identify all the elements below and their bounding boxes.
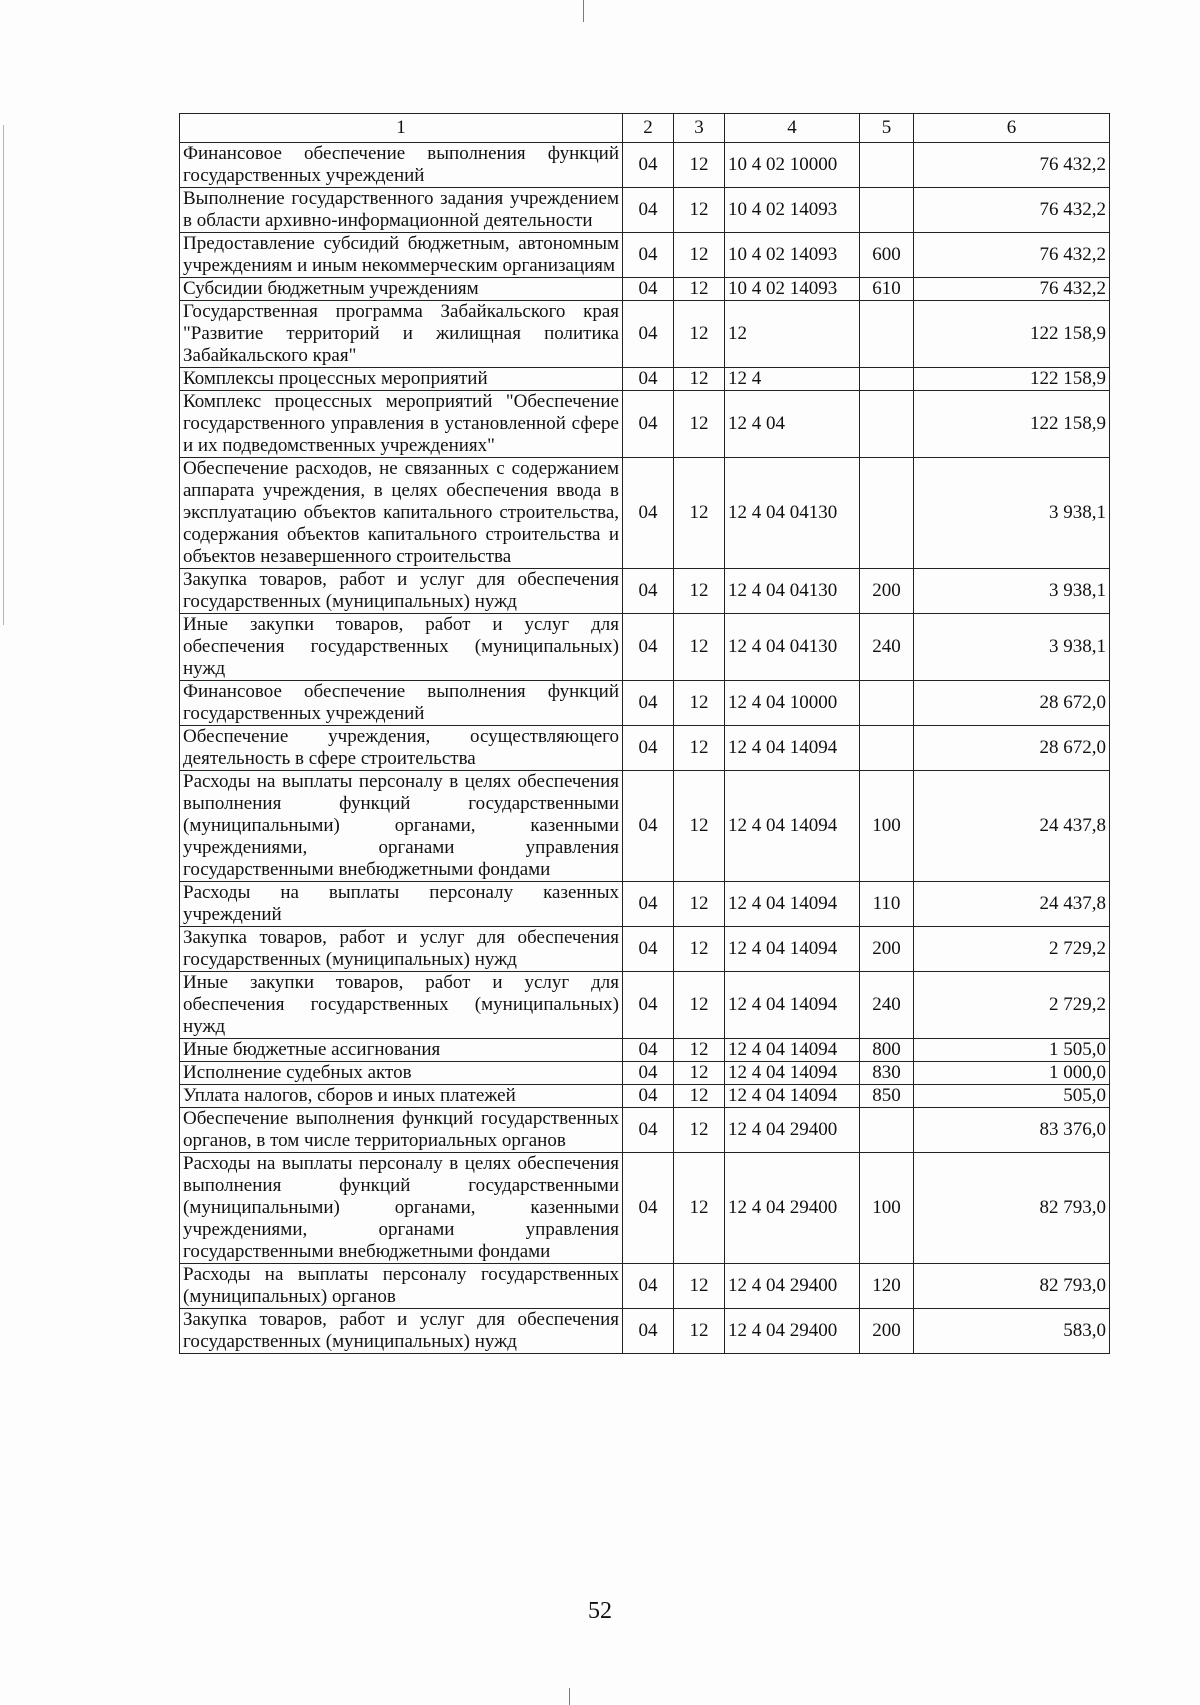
row-expense-type-cell: 100 — [860, 1153, 914, 1264]
row-section-cell: 04 — [623, 972, 674, 1039]
row-expense-type-cell — [860, 188, 914, 233]
row-amount-cell: 505,0 — [914, 1085, 1110, 1108]
row-subsection-cell: 12 — [674, 882, 725, 927]
col-header-6: 6 — [914, 114, 1110, 143]
row-subsection-cell: 12 — [674, 1309, 725, 1354]
row-amount-cell: 76 432,2 — [914, 278, 1110, 301]
budget-table — [179, 113, 1110, 1354]
col-header-4: 4 — [725, 114, 860, 143]
row-name-cell: Расходы на выплаты персоналу государственных (муниципальных) органов — [180, 1264, 623, 1309]
row-target-code-cell: 10 4 02 10000 — [725, 143, 860, 188]
row-target-code-cell: 10 4 02 14093 — [725, 188, 860, 233]
row-target-code-cell: 12 4 04 04130 — [725, 458, 860, 569]
row-target-code-cell: 12 4 04 14094 — [725, 1039, 860, 1062]
row-section-cell: 04 — [623, 368, 674, 391]
row-name-cell: Обеспечение выполнения функций государственных органов, в том числе территориальных органов — [180, 1108, 623, 1153]
row-amount-cell: 583,0 — [914, 1309, 1110, 1354]
row-section-cell: 04 — [623, 1264, 674, 1309]
row-expense-type-cell: 200 — [860, 927, 914, 972]
row-name-cell: Исполнение судебных актов — [180, 1062, 623, 1085]
row-name-cell: Выполнение государственного задания учреждением в области архивно-информационной деятельности — [180, 188, 623, 233]
row-expense-type-cell: 800 — [860, 1039, 914, 1062]
table-row — [180, 1264, 1110, 1309]
row-target-code-cell: 12 4 04 29400 — [725, 1309, 860, 1354]
row-amount-cell: 3 938,1 — [914, 569, 1110, 614]
row-amount-cell: 122 158,9 — [914, 368, 1110, 391]
row-section-cell: 04 — [623, 278, 674, 301]
row-target-code-cell: 12 4 04 14094 — [725, 882, 860, 927]
row-section-cell: 04 — [623, 1039, 674, 1062]
row-expense-type-cell — [860, 458, 914, 569]
row-section-cell: 04 — [623, 1108, 674, 1153]
row-amount-cell: 122 158,9 — [914, 301, 1110, 368]
row-amount-cell: 2 729,2 — [914, 972, 1110, 1039]
row-section-cell: 04 — [623, 569, 674, 614]
row-expense-type-cell — [860, 391, 914, 458]
row-target-code-cell: 12 4 04 — [725, 391, 860, 458]
row-expense-type-cell: 110 — [860, 882, 914, 927]
table-row — [180, 391, 1110, 458]
row-subsection-cell: 12 — [674, 569, 725, 614]
row-section-cell: 04 — [623, 458, 674, 569]
row-amount-cell: 1 505,0 — [914, 1039, 1110, 1062]
row-name-cell: Закупка товаров, работ и услуг для обеспечения государственных (муниципальных) нужд — [180, 927, 623, 972]
row-expense-type-cell — [860, 726, 914, 771]
table-row — [180, 188, 1110, 233]
row-name-cell: Комплексы процессных мероприятий — [180, 368, 623, 391]
row-target-code-cell: 12 4 04 04130 — [725, 614, 860, 681]
row-expense-type-cell — [860, 143, 914, 188]
row-amount-cell: 1 000,0 — [914, 1062, 1110, 1085]
row-expense-type-cell — [860, 368, 914, 391]
table-header-row — [180, 114, 1110, 143]
table-row — [180, 458, 1110, 569]
row-section-cell: 04 — [623, 771, 674, 882]
row-target-code-cell: 12 4 04 29400 — [725, 1153, 860, 1264]
row-subsection-cell: 12 — [674, 972, 725, 1039]
row-section-cell: 04 — [623, 143, 674, 188]
table-row — [180, 143, 1110, 188]
row-name-cell: Финансовое обеспечение выполнения функций государственных учреждений — [180, 143, 623, 188]
row-expense-type-cell: 830 — [860, 1062, 914, 1085]
row-section-cell: 04 — [623, 391, 674, 458]
row-name-cell: Финансовое обеспечение выполнения функций государственных учреждений — [180, 681, 623, 726]
row-amount-cell: 82 793,0 — [914, 1264, 1110, 1309]
row-amount-cell: 83 376,0 — [914, 1108, 1110, 1153]
row-subsection-cell: 12 — [674, 771, 725, 882]
row-section-cell: 04 — [623, 882, 674, 927]
table-row — [180, 301, 1110, 368]
table-row — [180, 1039, 1110, 1062]
row-expense-type-cell: 600 — [860, 233, 914, 278]
row-name-cell: Иные закупки товаров, работ и услуг для обеспечения государственных (муниципальных) нужд — [180, 614, 623, 681]
row-target-code-cell: 12 4 04 14094 — [725, 771, 860, 882]
row-subsection-cell: 12 — [674, 614, 725, 681]
row-amount-cell: 3 938,1 — [914, 458, 1110, 569]
row-amount-cell: 28 672,0 — [914, 726, 1110, 771]
row-expense-type-cell: 120 — [860, 1264, 914, 1309]
row-expense-type-cell: 200 — [860, 1309, 914, 1354]
row-name-cell: Закупка товаров, работ и услуг для обеспечения государственных (муниципальных) нужд — [180, 1309, 623, 1354]
row-section-cell: 04 — [623, 614, 674, 681]
row-target-code-cell: 12 — [725, 301, 860, 368]
table-row — [180, 681, 1110, 726]
row-expense-type-cell: 100 — [860, 771, 914, 882]
row-subsection-cell: 12 — [674, 278, 725, 301]
row-section-cell: 04 — [623, 681, 674, 726]
row-amount-cell: 3 938,1 — [914, 614, 1110, 681]
row-expense-type-cell — [860, 301, 914, 368]
row-expense-type-cell: 240 — [860, 614, 914, 681]
row-section-cell: 04 — [623, 1085, 674, 1108]
row-section-cell: 04 — [623, 301, 674, 368]
table-row — [180, 882, 1110, 927]
row-name-cell: Расходы на выплаты персоналу казенных учреждений — [180, 882, 623, 927]
table-row — [180, 1062, 1110, 1085]
row-name-cell: Обеспечение расходов, не связанных с содержанием аппарата учреждения, в целях обеспечения ввода в эксплуатацию объектов капитального строительства, содержания объектов капитального строительства и объектов незавершенного строительства — [180, 458, 623, 569]
row-section-cell: 04 — [623, 1062, 674, 1085]
row-subsection-cell: 12 — [674, 1264, 725, 1309]
scan-artifact-left — [3, 125, 4, 625]
table-row — [180, 569, 1110, 614]
row-expense-type-cell: 610 — [860, 278, 914, 301]
row-amount-cell: 2 729,2 — [914, 927, 1110, 972]
row-name-cell: Иные закупки товаров, работ и услуг для обеспечения государственных (муниципальных) нужд — [180, 972, 623, 1039]
row-name-cell: Обеспечение учреждения, осуществляющего деятельность в сфере строительства — [180, 726, 623, 771]
table-row — [180, 927, 1110, 972]
row-subsection-cell: 12 — [674, 1062, 725, 1085]
table-row — [180, 368, 1110, 391]
row-target-code-cell: 12 4 04 29400 — [725, 1264, 860, 1309]
scan-artifact-bottom — [569, 1688, 570, 1705]
row-name-cell: Расходы на выплаты персоналу в целях обеспечения выполнения функций государственными (муниципальными) органами, казенными учреждениями, органами управления государственными внебюджетными фондами — [180, 771, 623, 882]
row-target-code-cell: 10 4 02 14093 — [725, 233, 860, 278]
row-subsection-cell: 12 — [674, 1153, 725, 1264]
row-name-cell: Уплата налогов, сборов и иных платежей — [180, 1085, 623, 1108]
row-section-cell: 04 — [623, 1153, 674, 1264]
row-name-cell: Иные бюджетные ассигнования — [180, 1039, 623, 1062]
row-target-code-cell: 12 4 04 04130 — [725, 569, 860, 614]
table-row — [180, 278, 1110, 301]
col-header-5: 5 — [860, 114, 914, 143]
col-header-3: 3 — [674, 114, 725, 143]
row-name-cell: Предоставление субсидий бюджетным, автономным учреждениям и иным некоммерческим организациям — [180, 233, 623, 278]
row-name-cell: Комплекс процессных мероприятий "Обеспечение государственного управления в установленной сфере и их подведомственных учреждениях" — [180, 391, 623, 458]
row-subsection-cell: 12 — [674, 301, 725, 368]
table-body — [180, 143, 1110, 1354]
row-amount-cell: 82 793,0 — [914, 1153, 1110, 1264]
row-amount-cell: 24 437,8 — [914, 771, 1110, 882]
row-section-cell: 04 — [623, 188, 674, 233]
row-amount-cell: 76 432,2 — [914, 143, 1110, 188]
row-name-cell: Расходы на выплаты персоналу в целях обеспечения выполнения функций государственными (муниципальными) органами, казенными учреждениями, органами управления государственными внебюджетными фондами — [180, 1153, 623, 1264]
row-amount-cell: 76 432,2 — [914, 233, 1110, 278]
row-target-code-cell: 12 4 04 10000 — [725, 681, 860, 726]
row-section-cell: 04 — [623, 927, 674, 972]
table-row — [180, 1309, 1110, 1354]
row-subsection-cell: 12 — [674, 143, 725, 188]
row-subsection-cell: 12 — [674, 1039, 725, 1062]
row-target-code-cell: 12 4 04 14094 — [725, 1062, 860, 1085]
table-row — [180, 1153, 1110, 1264]
row-expense-type-cell: 240 — [860, 972, 914, 1039]
row-amount-cell: 122 158,9 — [914, 391, 1110, 458]
row-amount-cell: 24 437,8 — [914, 882, 1110, 927]
row-subsection-cell: 12 — [674, 726, 725, 771]
row-target-code-cell: 12 4 04 29400 — [725, 1108, 860, 1153]
row-subsection-cell: 12 — [674, 1108, 725, 1153]
row-subsection-cell: 12 — [674, 188, 725, 233]
row-section-cell: 04 — [623, 1309, 674, 1354]
row-subsection-cell: 12 — [674, 368, 725, 391]
row-subsection-cell: 12 — [674, 458, 725, 569]
scan-artifact-top — [583, 0, 584, 22]
row-target-code-cell: 12 4 04 14094 — [725, 1085, 860, 1108]
row-target-code-cell: 12 4 04 14094 — [725, 927, 860, 972]
row-section-cell: 04 — [623, 233, 674, 278]
page-number: 52 — [588, 1598, 612, 1624]
table-row — [180, 726, 1110, 771]
row-expense-type-cell — [860, 681, 914, 726]
row-subsection-cell: 12 — [674, 233, 725, 278]
table-row — [180, 233, 1110, 278]
table-row — [180, 1108, 1110, 1153]
row-expense-type-cell — [860, 1108, 914, 1153]
row-subsection-cell: 12 — [674, 391, 725, 458]
row-expense-type-cell: 850 — [860, 1085, 914, 1108]
row-target-code-cell: 12 4 — [725, 368, 860, 391]
row-amount-cell: 76 432,2 — [914, 188, 1110, 233]
table-row — [180, 1085, 1110, 1108]
row-expense-type-cell: 200 — [860, 569, 914, 614]
row-amount-cell: 28 672,0 — [914, 681, 1110, 726]
row-subsection-cell: 12 — [674, 1085, 725, 1108]
row-name-cell: Государственная программа Забайкальского края "Развитие территорий и жилищная политика Забайкальского края" — [180, 301, 623, 368]
row-subsection-cell: 12 — [674, 927, 725, 972]
col-header-2: 2 — [623, 114, 674, 143]
row-subsection-cell: 12 — [674, 681, 725, 726]
table-row — [180, 614, 1110, 681]
row-section-cell: 04 — [623, 726, 674, 771]
row-target-code-cell: 12 4 04 14094 — [725, 726, 860, 771]
row-target-code-cell: 10 4 02 14093 — [725, 278, 860, 301]
row-name-cell: Субсидии бюджетным учреждениям — [180, 278, 623, 301]
row-name-cell: Закупка товаров, работ и услуг для обеспечения государственных (муниципальных) нужд — [180, 569, 623, 614]
row-target-code-cell: 12 4 04 14094 — [725, 972, 860, 1039]
table-row — [180, 972, 1110, 1039]
table-row — [180, 771, 1110, 882]
col-header-1: 1 — [180, 114, 623, 143]
